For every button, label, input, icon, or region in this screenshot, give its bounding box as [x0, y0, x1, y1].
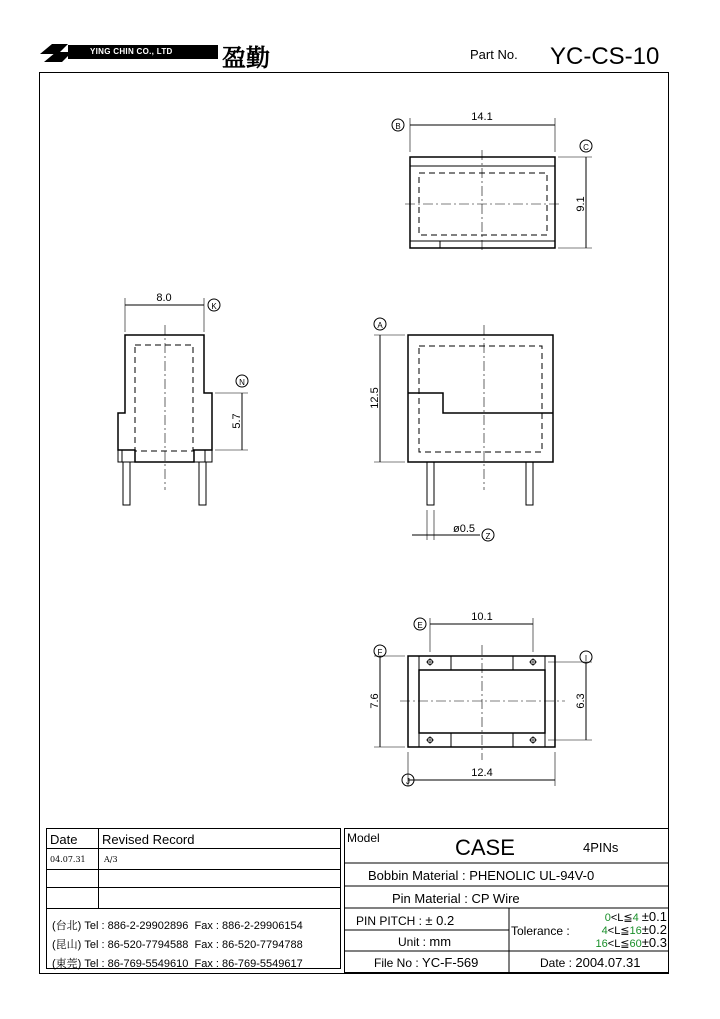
- contact-city: (東莞): [52, 958, 82, 970]
- tolerance-table: [582, 911, 667, 950]
- dim-front-height: 12.5: [369, 387, 381, 409]
- pin-pitch-value: ± 0.2: [425, 913, 455, 928]
- part-number: YC-CS-10: [550, 43, 660, 70]
- file-no-value: YC-F-569: [422, 955, 479, 970]
- contact-dongguan: [52, 955, 303, 971]
- file-no-row: [374, 955, 478, 970]
- contact-city: (台北): [52, 920, 82, 932]
- record-header-row: [47, 829, 340, 849]
- dim-bottom-pitch-height: 6.3: [575, 693, 587, 709]
- record-empty-row: [47, 888, 340, 909]
- dim-top-height: 9.1: [575, 196, 587, 212]
- top-view: [392, 118, 592, 252]
- contact-tel: Tel : 86-520-7794588: [84, 939, 189, 951]
- contact-kunshan: [52, 936, 303, 952]
- file-no-label: File No :: [374, 956, 419, 970]
- contact-fax: Fax : 86-769-5549617: [194, 958, 303, 970]
- label-e: E: [417, 621, 423, 630]
- dim-side-width: 8.0: [156, 292, 172, 304]
- tolerance-row: 4<L≦16±0.2: [601, 922, 667, 937]
- unit-label: Unit :: [398, 935, 427, 949]
- pin-pitch-row: [356, 913, 454, 928]
- dim-bottom-outer-height: 7.6: [369, 693, 381, 709]
- date-header: Date: [50, 832, 78, 847]
- pin-material-value: CP Wire: [471, 891, 520, 906]
- pins-value: 4PINs: [583, 840, 619, 855]
- unit-row: [398, 934, 451, 949]
- record-column-divider: [98, 829, 99, 909]
- record-date: 04.07.31: [50, 855, 86, 864]
- record-row: [47, 849, 340, 870]
- date-value: 2004.07.31: [575, 955, 641, 970]
- contact-tel: Tel : 86-769-5549610: [84, 958, 189, 970]
- record-empty-row: [47, 870, 340, 888]
- label-i: I: [584, 654, 588, 663]
- dim-side-pin-height: 5.7: [231, 413, 243, 429]
- pin-material-row: [392, 891, 520, 906]
- company-name: YING CHIN CO., LTD: [90, 47, 173, 56]
- bobbin-material-label: Bobbin Material :: [368, 868, 466, 883]
- company-chinese-name: 盈勤: [222, 43, 270, 72]
- dim-pin-diameter: ø0.5: [452, 523, 476, 535]
- pin-material-label: Pin Material :: [392, 891, 468, 906]
- unit-value: mm: [429, 934, 452, 949]
- contact-city: (昆山): [52, 939, 82, 951]
- dim-top-width: 14.1: [471, 111, 493, 123]
- front-view: [374, 318, 553, 541]
- side-view: [118, 298, 248, 505]
- date-row: [540, 955, 640, 970]
- contact-fax: Fax : 86-520-7794788: [194, 939, 303, 951]
- date-label: Date :: [540, 956, 573, 970]
- model-label: Model: [347, 831, 380, 845]
- label-z: Z: [485, 532, 491, 541]
- bottom-view: [374, 618, 592, 786]
- part-number-label: Part No.: [470, 47, 518, 62]
- contact-tel: Tel : 886-2-29902896: [84, 920, 189, 932]
- pin-pitch-label: PIN PITCH :: [356, 914, 423, 928]
- tolerance-row: 16<L≦60±0.3: [595, 935, 667, 950]
- bobbin-material-row: [368, 868, 594, 883]
- contact-fax: Fax : 886-2-29906154: [194, 920, 303, 932]
- dim-bottom-outer-width: 12.4: [471, 767, 493, 779]
- model-value: CASE: [455, 835, 515, 860]
- record-header: Revised Record: [102, 832, 195, 847]
- label-j: J: [406, 777, 410, 786]
- dim-bottom-inner-width: 10.1: [471, 611, 493, 623]
- contact-taipei: [52, 917, 303, 933]
- label-k: K: [211, 302, 217, 311]
- label-a: A: [377, 321, 383, 330]
- label-b: B: [395, 122, 401, 131]
- bobbin-material-value: PHENOLIC UL-94V-0: [469, 868, 595, 883]
- label-f: F: [377, 648, 383, 657]
- tolerance-row: 0<L≦4 ±0.1: [604, 909, 667, 924]
- label-n: N: [239, 378, 245, 387]
- label-c: C: [583, 143, 589, 152]
- record-value: A/3: [104, 855, 118, 864]
- tolerance-label: Tolerance :: [511, 924, 570, 938]
